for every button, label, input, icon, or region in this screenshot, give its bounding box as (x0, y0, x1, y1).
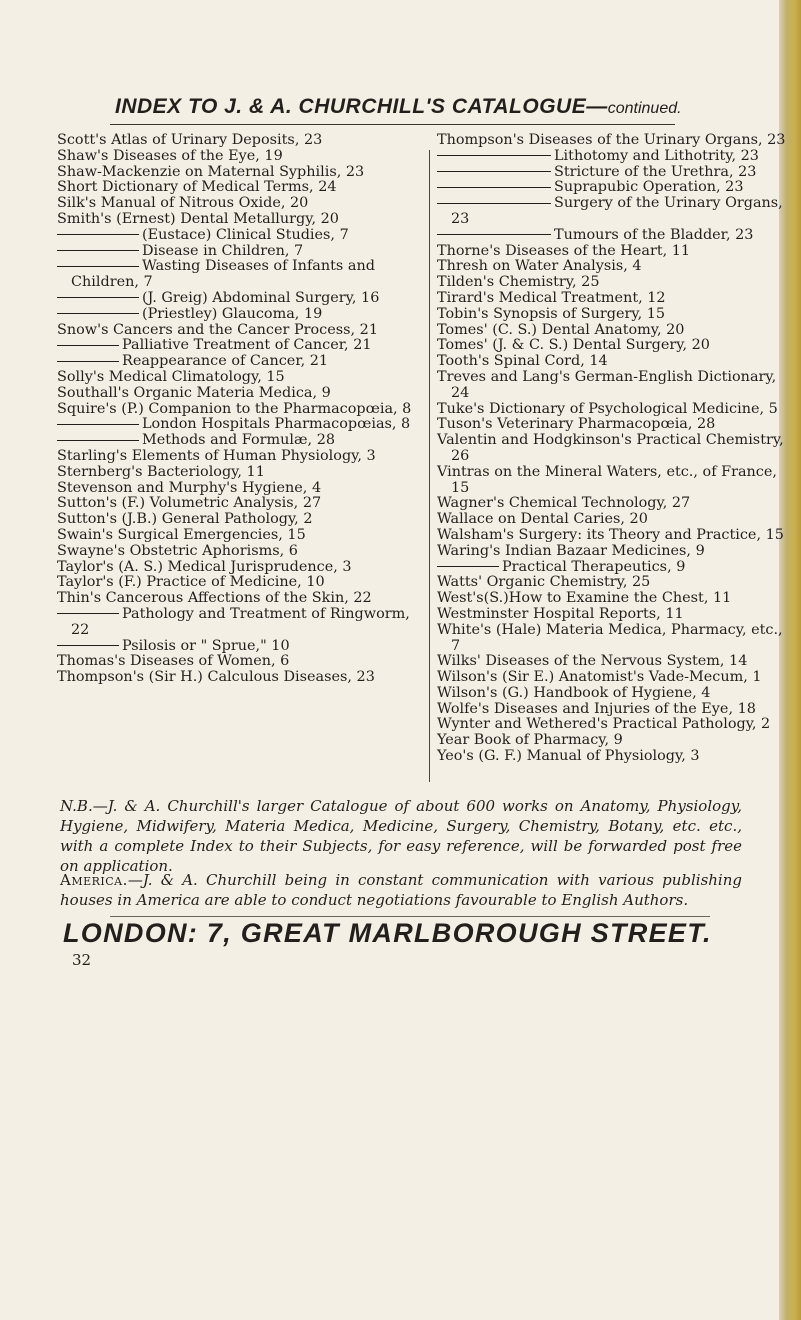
index-entry (437, 686, 787, 702)
index-entry (57, 544, 427, 560)
index-entry (57, 133, 427, 149)
index-entry-text: Thompson's Diseases of the Urinary Organs, 23 (437, 132, 786, 148)
index-entry-text: Solly's Medical Climatology, 15 (57, 368, 285, 385)
index-entry-text: Tuson's Veterinary Pharmacopœia, 28 (437, 416, 716, 433)
index-entry (437, 402, 787, 418)
ditto-rule (437, 155, 551, 156)
index-entry (437, 133, 787, 149)
index-entry-text: Wynter and Wethered's Practical Pathology, 2 (437, 716, 771, 733)
index-entry (437, 607, 787, 623)
page-header (115, 95, 705, 119)
america-note: —J. & A. Churchill being in constant communication with various publishing houses in America are able to conduct negotiations favourable to English Authors. (60, 871, 742, 909)
index-entry (57, 370, 427, 386)
index-entry (437, 670, 787, 686)
index-entry (57, 180, 427, 196)
index-entry-text: Suprapubic Operation, 23 (554, 179, 744, 196)
ditto-rule (57, 440, 139, 441)
index-entry-text: Scott's Atlas of Urinary Deposits, 23 (57, 132, 323, 148)
index-entry (57, 212, 427, 228)
index-entry (57, 228, 427, 244)
ditto-rule (57, 424, 139, 425)
nb-note: N.B.—J. & A. Churchill's larger Catalogue of about 600 works on Anatomy, Physiology, Hygiene, Midwifery, Materia Medica, Medicine, Surgery, Chemistry, Botany, etc. etc., with a complete Index to their Subjects, for easy reference, will be forwarded post free on application. (60, 797, 742, 875)
index-entry (57, 259, 427, 291)
index-entry-text: Southall's Organic Materia Medica, 9 (57, 384, 331, 401)
index-entry-text: Vintras on the Mineral Waters, etc., of France, 15 (437, 463, 777, 496)
ditto-rule (437, 566, 499, 567)
index-entry (437, 291, 787, 307)
ditto-rule (57, 345, 119, 346)
index-entry (57, 417, 427, 433)
index-entry (57, 338, 427, 354)
index-entry-text: Surgery of the Urinary Organs, 23 (451, 195, 783, 227)
index-entry (57, 386, 427, 402)
index-entry (57, 449, 427, 465)
index-entry (57, 244, 427, 260)
ditto-rule (437, 187, 551, 188)
index-entry-text: Palliative Treatment of Cancer, 21 (122, 337, 372, 354)
index-entry-text: Starling's Elements of Human Physiology, 3 (57, 447, 376, 464)
ditto-rule (57, 613, 119, 614)
index-entry-text: Wilks' Diseases of the Nervous System, 14 (437, 653, 748, 670)
index-entry-text: Snow's Cancers and the Cancer Process, 21 (57, 321, 378, 338)
index-entry-text: Methods and Formulæ, 28 (142, 432, 336, 449)
index-entry-text: Wolfe's Diseases and Injuries of the Eye, 18 (437, 700, 756, 717)
index-entry (57, 433, 427, 449)
index-entry (57, 654, 427, 670)
index-entry-text: Psilosis or " Sprue," 10 (122, 637, 290, 654)
index-entry (437, 575, 787, 591)
index-entry-text: Stricture of the Urethra, 23 (554, 163, 757, 180)
index-entry (57, 402, 427, 418)
index-entry (57, 481, 427, 497)
index-entry (437, 512, 787, 528)
index-entry-text: London Hospitals Pharmacopœias, 8 (142, 416, 411, 433)
index-entry (57, 307, 427, 323)
index-entry (57, 560, 427, 576)
index-entry-text: Short Dictionary of Medical Terms, 24 (57, 179, 337, 196)
index-entry (57, 354, 427, 370)
index-column-left (57, 133, 427, 686)
index-entry-text: Treves and Lang's German-English Dictionary, 24 (437, 368, 777, 401)
index-entry (437, 259, 787, 275)
index-entry-text: Sternberg's Bacteriology, 11 (57, 463, 265, 480)
index-entry-text: Yeo's (G. F.) Manual of Physiology, 3 (437, 748, 700, 765)
index-entry-text: (Eustace) Clinical Studies, 7 (142, 226, 349, 243)
index-entry (437, 654, 787, 670)
index-entry-text: Tumours of the Bladder, 23 (554, 226, 754, 243)
footer-address: LONDON: 7, GREAT MARLBOROUGH STREET. (63, 918, 712, 948)
header-rule (110, 124, 675, 125)
index-entry-text: West's(S.)How to Examine the Chest, 11 (437, 590, 732, 607)
ditto-rule (57, 234, 139, 235)
index-entry (57, 196, 427, 212)
index-entry-text: Taylor's (A. S.) Medical Jurisprudence, 3 (57, 558, 352, 575)
index-entry-text: Tuke's Dictionary of Psychological Medicine, 5 (437, 400, 778, 417)
index-entry (437, 323, 787, 339)
index-entry (437, 370, 787, 402)
page-number: 32 (72, 951, 92, 969)
index-entry (437, 560, 787, 576)
index-entry-text: Wilson's (G.) Handbook of Hygiene, 4 (437, 684, 711, 701)
index-entry (57, 607, 427, 639)
index-entry (437, 244, 787, 260)
index-entry (437, 496, 787, 512)
index-entry-text: Lithotomy and Lithotrity, 23 (554, 147, 759, 164)
index-entry-text: Tooth's Spinal Cord, 14 (437, 353, 608, 370)
index-entry-text: Stevenson and Murphy's Hygiene, 4 (57, 479, 322, 496)
index-entry (437, 149, 787, 165)
ditto-rule (57, 250, 139, 251)
index-entry (437, 749, 787, 765)
index-entry-text: Wasting Diseases of Infants and Children, 7 (71, 258, 375, 291)
index-entry (57, 323, 427, 339)
index-entry (57, 496, 427, 512)
ditto-rule (57, 297, 139, 298)
index-entry (437, 354, 787, 370)
index-entry-text: Tobin's Synopsis of Surgery, 15 (437, 305, 666, 322)
index-entry (437, 338, 787, 354)
index-entry-text: Thorne's Diseases of the Heart, 11 (437, 242, 691, 259)
column-divider (429, 150, 430, 782)
index-entry-text: Shaw-Mackenzie on Maternal Syphilis, 23 (57, 163, 365, 180)
header-title: INDEX TO J. & A. CHURCHILL'S CATALOGUE— (115, 95, 608, 118)
america-note-block (60, 870, 742, 910)
index-entry-text: Walsham's Surgery: its Theory and Practice, 15 (437, 526, 784, 543)
index-entry-text: Year Book of Pharmacy, 9 (437, 732, 623, 749)
index-entry-text: Smith's (Ernest) Dental Metallurgy, 20 (57, 210, 339, 227)
america-label: America. (60, 871, 128, 889)
index-entry (57, 575, 427, 591)
index-entry (57, 165, 427, 181)
index-entry (437, 465, 787, 497)
index-column-right (437, 133, 787, 765)
index-entry (437, 417, 787, 433)
index-entry-text: Sutton's (F.) Volumetric Analysis, 27 (57, 495, 322, 512)
index-entry-text: Swain's Surgical Emergencies, 15 (57, 526, 306, 543)
index-entry-text: White's (Hale) Materia Medica, Pharmacy, etc., 7 (437, 621, 783, 654)
header-continued: continued. (607, 100, 682, 117)
index-entry (437, 433, 787, 465)
ditto-rule (57, 266, 139, 267)
ditto-rule (437, 171, 551, 172)
index-entry (57, 639, 427, 655)
index-entry (437, 165, 787, 181)
index-entry (437, 591, 787, 607)
index-entry (437, 733, 787, 749)
index-entry-text: Tomes' (C. S.) Dental Anatomy, 20 (437, 321, 685, 338)
index-entry-text: Taylor's (F.) Practice of Medicine, 10 (57, 574, 325, 591)
index-entry-text: Thomas's Diseases of Women, 6 (57, 653, 290, 670)
ditto-rule (437, 203, 551, 204)
ditto-rule (57, 645, 119, 646)
index-entry (437, 307, 787, 323)
index-entry (437, 623, 787, 655)
index-entry-text: Practical Therapeutics, 9 (502, 558, 686, 575)
index-entry (437, 717, 787, 733)
index-entry (57, 149, 427, 165)
index-entry-text: Thresh on Water Analysis, 4 (437, 258, 642, 275)
index-entry-text: Thompson's (Sir H.) Calculous Diseases, 23 (57, 669, 375, 686)
index-entry (437, 180, 787, 196)
index-entry-text: Wilson's (Sir E.) Anatomist's Vade-Mecum, 1 (437, 669, 762, 686)
index-entry (437, 528, 787, 544)
index-entry-text: (Priestley) Glaucoma, 19 (142, 305, 323, 322)
index-entry-text: Swayne's Obstetric Aphorisms, 6 (57, 542, 298, 559)
index-entry-text: Valentin and Hodgkinson's Practical Chemistry, 26 (437, 432, 784, 464)
index-entry-text: Tirard's Medical Treatment, 12 (437, 289, 666, 306)
index-entry-text: Tomes' (J. & C. S.) Dental Surgery, 20 (437, 337, 710, 354)
index-entry-text: Shaw's Diseases of the Eye, 19 (57, 147, 283, 164)
index-entry (57, 591, 427, 607)
index-entry-text: Thin's Cancerous Affections of the Skin, 22 (57, 590, 372, 607)
ditto-rule (57, 313, 139, 314)
index-entry (57, 512, 427, 528)
index-entry-text: Wagner's Chemical Technology, 27 (437, 495, 691, 512)
index-entry-text: Reappearance of Cancer, 21 (122, 353, 329, 370)
index-entry (437, 228, 787, 244)
index-entry (57, 670, 427, 686)
ditto-rule (57, 361, 119, 362)
index-entry (437, 275, 787, 291)
index-entry-text: Silk's Manual of Nitrous Oxide, 20 (57, 195, 309, 212)
footer-rule (110, 916, 710, 917)
index-entry-text: Wallace on Dental Caries, 20 (437, 511, 648, 528)
index-entry (437, 544, 787, 560)
index-entry (437, 702, 787, 718)
index-entry-text: Tilden's Chemistry, 25 (437, 274, 600, 291)
index-entry (437, 196, 787, 228)
index-entry-text: Westminster Hospital Reports, 11 (437, 605, 684, 622)
index-entry (57, 291, 427, 307)
index-entry (57, 465, 427, 481)
ditto-rule (437, 234, 551, 235)
index-entry (57, 528, 427, 544)
index-entry-text: (J. Greig) Abdominal Surgery, 16 (142, 289, 380, 306)
index-entry-text: Disease in Children, 7 (142, 242, 304, 259)
index-entry-text: Squire's (P.) Companion to the Pharmacopœia, 8 (57, 400, 412, 417)
index-entry-text: Sutton's (J.B.) General Pathology, 2 (57, 511, 313, 528)
index-entry-text: Watts' Organic Chemistry, 25 (437, 574, 651, 591)
index-entry-text: Pathology and Treatment of Ringworm, 22 (71, 605, 410, 638)
index-entry-text: Waring's Indian Bazaar Medicines, 9 (437, 542, 705, 559)
